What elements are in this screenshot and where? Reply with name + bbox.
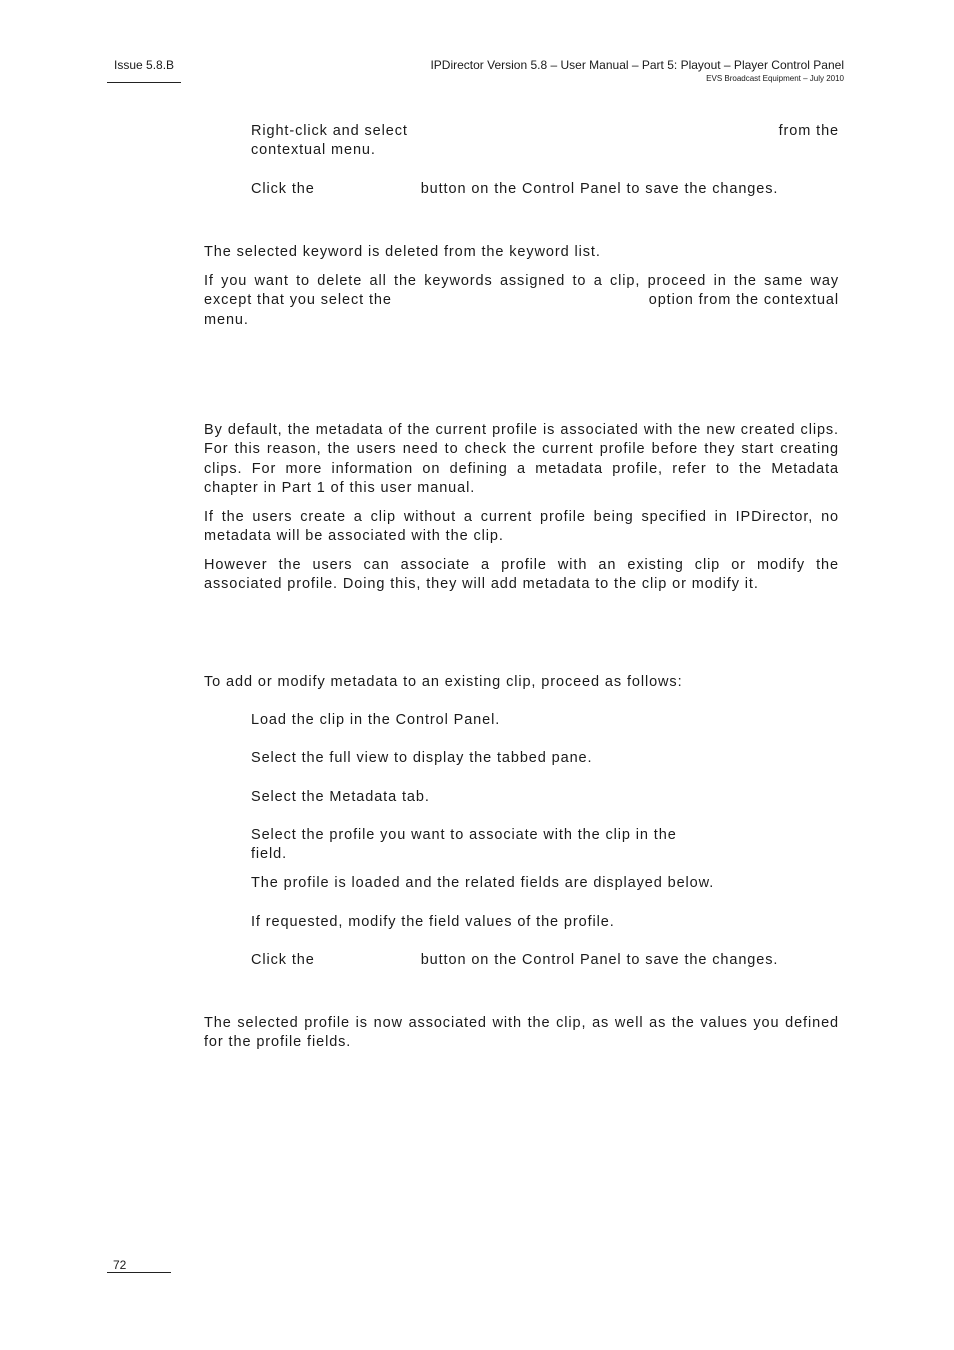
footer-rule	[107, 1272, 171, 1273]
delete-step-1-text-a: Right-click and select	[251, 123, 408, 139]
add-step-4	[251, 826, 839, 865]
add-intro: To add or modify metadata to an existing clip, proceed as follows:	[204, 674, 683, 690]
add-step-1: Load the clip in the Control Panel.	[251, 712, 501, 728]
delete-step-2-text-b: button on the Control Panel to save the changes.	[420, 181, 779, 197]
profile-intro: By default, the metadata of the current profile is associated with the new created clips. For this reason, the users need to check the current profile before they start creating clips. For more information on defining a metadata profile, refer to the Metadata chapter in Part 1 of this user manual.	[204, 422, 839, 496]
delete-all-text-d: menu.	[204, 311, 249, 328]
add-step-3: Select the Metadata tab.	[251, 789, 430, 805]
delete-step-2	[251, 180, 839, 199]
add-step-6-text-b: button on the Control Panel to save the changes.	[420, 952, 779, 968]
issue-label: Issue 5.8.B	[114, 58, 175, 72]
document-title-block	[430, 58, 844, 84]
add-result: The selected profile is now associated with the clip, as well as the values you defined for the profile fields.	[204, 1015, 839, 1051]
add-step-5: If requested, modify the field values of the profile.	[251, 914, 615, 930]
delete-all-line-1: If you want to delete all the keywords assigned to a clip, proceed in the same way	[204, 273, 839, 289]
delete-step-1-text-b: from the	[778, 123, 839, 139]
delete-result: The selected keyword is deleted from the keyword list.	[204, 244, 601, 260]
profile-assoc: However the users can associate a profile with an existing clip or modify the associated profile. Doing this, they will add metadata to the clip or modify it.	[204, 557, 839, 593]
add-step-6-text-a: Click the	[251, 952, 315, 968]
page-number: 72	[113, 1258, 127, 1272]
delete-step-2-text-a: Click the	[251, 181, 315, 197]
delete-all-text-c: option from the contextual	[648, 292, 839, 309]
document-subtitle: EVS Broadcast Equipment – July 2010	[706, 74, 844, 83]
delete-step-1	[251, 122, 839, 161]
add-step-6	[251, 951, 839, 970]
delete-step-1-text-c: contextual menu.	[251, 142, 376, 159]
document-title: IPDirector Version 5.8 – User Manual – Part 5: Playout – Player Control Panel	[430, 58, 844, 72]
add-step-4-text-a: Select the profile you want to associate with the clip in the	[251, 827, 677, 843]
profile-none: If the users create a clip without a current profile being specified in IPDirector, no metadata will be associated with the clip.	[204, 509, 839, 545]
add-step-2: Select the full view to display the tabbed pane.	[251, 750, 593, 766]
delete-all-text-b: except that you select the	[204, 292, 392, 309]
delete-all-paragraph	[204, 272, 839, 330]
add-step-4-text-b: field.	[251, 846, 288, 863]
add-step-4-result: The profile is loaded and the related fields are displayed below.	[251, 875, 715, 891]
header-rule	[107, 82, 181, 83]
